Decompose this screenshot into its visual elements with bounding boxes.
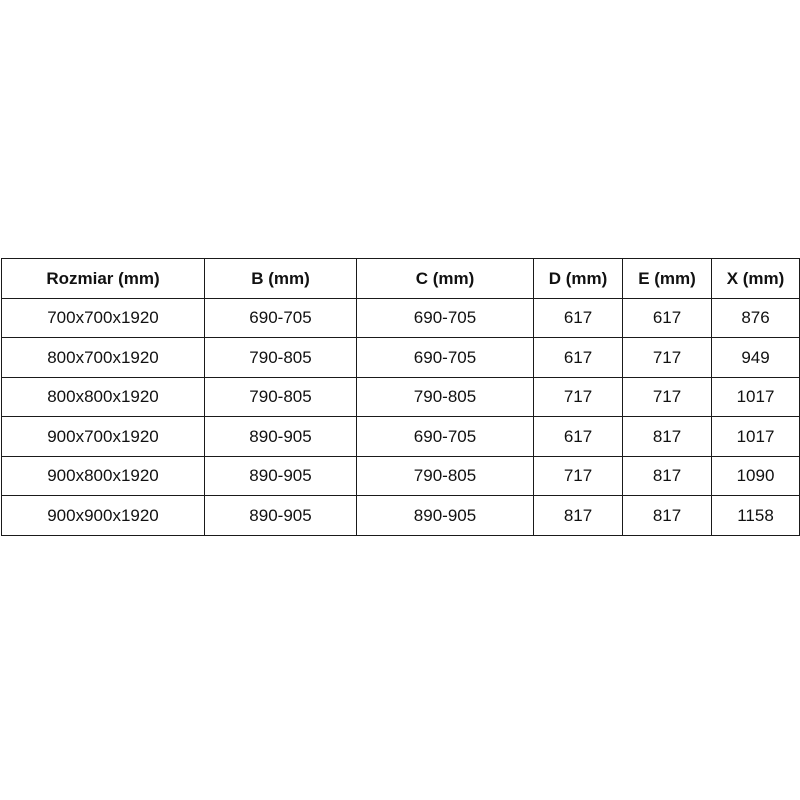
table-cell: 617 <box>623 298 712 338</box>
table-cell: 790-805 <box>205 377 357 417</box>
table-cell: 890-905 <box>357 496 534 536</box>
table-cell: 617 <box>534 298 623 338</box>
header-x: X (mm) <box>712 259 800 299</box>
table-cell: 817 <box>534 496 623 536</box>
table-cell: 1090 <box>712 456 800 496</box>
table-cell: 717 <box>534 377 623 417</box>
table-cell: 817 <box>623 417 712 457</box>
table-cell: 817 <box>623 456 712 496</box>
dimensions-table-container <box>1 258 799 536</box>
table-cell: 900x700x1920 <box>2 417 205 457</box>
table-cell: 800x800x1920 <box>2 377 205 417</box>
table-cell: 717 <box>623 377 712 417</box>
table-cell: 900x800x1920 <box>2 456 205 496</box>
table-cell: 890-905 <box>205 417 357 457</box>
table-cell: 690-705 <box>205 298 357 338</box>
header-b: B (mm) <box>205 259 357 299</box>
table-cell: 876 <box>712 298 800 338</box>
table-cell: 690-705 <box>357 417 534 457</box>
table-row <box>2 417 800 457</box>
table-cell: 690-705 <box>357 298 534 338</box>
header-c: C (mm) <box>357 259 534 299</box>
table-cell: 790-805 <box>357 456 534 496</box>
table-cell: 790-805 <box>357 377 534 417</box>
table-cell: 790-805 <box>205 338 357 378</box>
table-cell: 900x900x1920 <box>2 496 205 536</box>
table-cell: 890-905 <box>205 496 357 536</box>
table-cell: 617 <box>534 338 623 378</box>
table-row <box>2 377 800 417</box>
table-cell: 690-705 <box>357 338 534 378</box>
table-cell: 949 <box>712 338 800 378</box>
table-cell: 817 <box>623 496 712 536</box>
table-row <box>2 456 800 496</box>
dimensions-table <box>1 258 800 536</box>
table-cell: 717 <box>534 456 623 496</box>
table-cell: 700x700x1920 <box>2 298 205 338</box>
table-cell: 1017 <box>712 417 800 457</box>
table-cell: 800x700x1920 <box>2 338 205 378</box>
table-cell: 1158 <box>712 496 800 536</box>
table-cell: 717 <box>623 338 712 378</box>
table-header-row <box>2 259 800 299</box>
header-e: E (mm) <box>623 259 712 299</box>
table-cell: 617 <box>534 417 623 457</box>
table-cell: 1017 <box>712 377 800 417</box>
table-cell: 890-905 <box>205 456 357 496</box>
table-row <box>2 298 800 338</box>
table-row <box>2 338 800 378</box>
header-d: D (mm) <box>534 259 623 299</box>
header-rozmiar: Rozmiar (mm) <box>2 259 205 299</box>
table-row <box>2 496 800 536</box>
